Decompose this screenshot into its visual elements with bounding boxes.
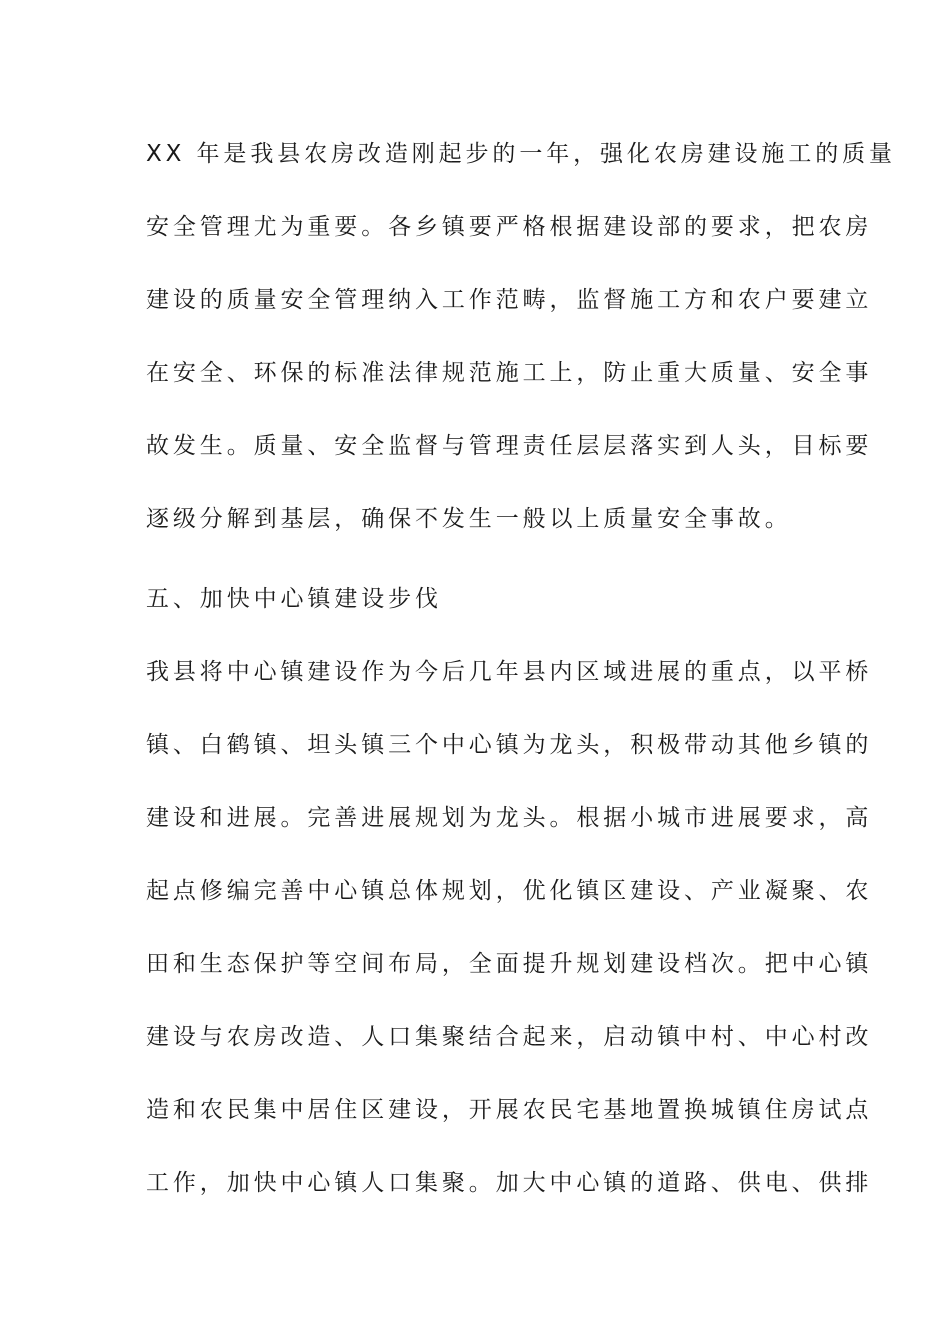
body-text-line: 建设与农房改造、人口集聚结合起来，启动镇中村、中心村改 (146, 1024, 873, 1050)
body-text-line: 安全管理尤为重要。各乡镇要严格根据建设部的要求，把农房 (146, 214, 873, 240)
body-text-line: 建设和进展。完善进展规划为龙头。根据小城市进展要求，高 (146, 805, 873, 831)
body-text-line: 故发生。质量、安全监督与管理责任层层落实到人头，目标要 (146, 433, 873, 459)
body-text-line: 建设的质量安全管理纳入工作范畴，监督施工方和农户要建立 (146, 287, 873, 313)
body-text-line: XX 年是我县农房改造刚起步的一年，强化农房建设施工的质量 (146, 141, 896, 167)
body-text-line: 起点修编完善中心镇总体规划，优化镇区建设、产业凝聚、农 (146, 878, 873, 904)
body-text-line: 工作，加快中心镇人口集聚。加大中心镇的道路、供电、供排 (146, 1170, 873, 1196)
section-heading: 五、加快中心镇建设步伐 (146, 586, 442, 612)
body-text-line: 镇、白鹤镇、坦头镇三个中心镇为龙头，积极带动其他乡镇的 (146, 732, 873, 758)
body-text-line: 在安全、环保的标准法律规范施工上，防止重大质量、安全事 (146, 360, 873, 386)
body-text-line: 造和农民集中居住区建设，开展农民宅基地置换城镇住房试点 (146, 1097, 873, 1123)
body-text-line: 逐级分解到基层，确保不发生一般以上质量安全事故。 (146, 506, 792, 532)
body-text-line: 田和生态保护等空间布局，全面提升规划建设档次。把中心镇 (146, 951, 873, 977)
body-text-line: 我县将中心镇建设作为今后几年县内区域进展的重点，以平桥 (146, 659, 873, 685)
